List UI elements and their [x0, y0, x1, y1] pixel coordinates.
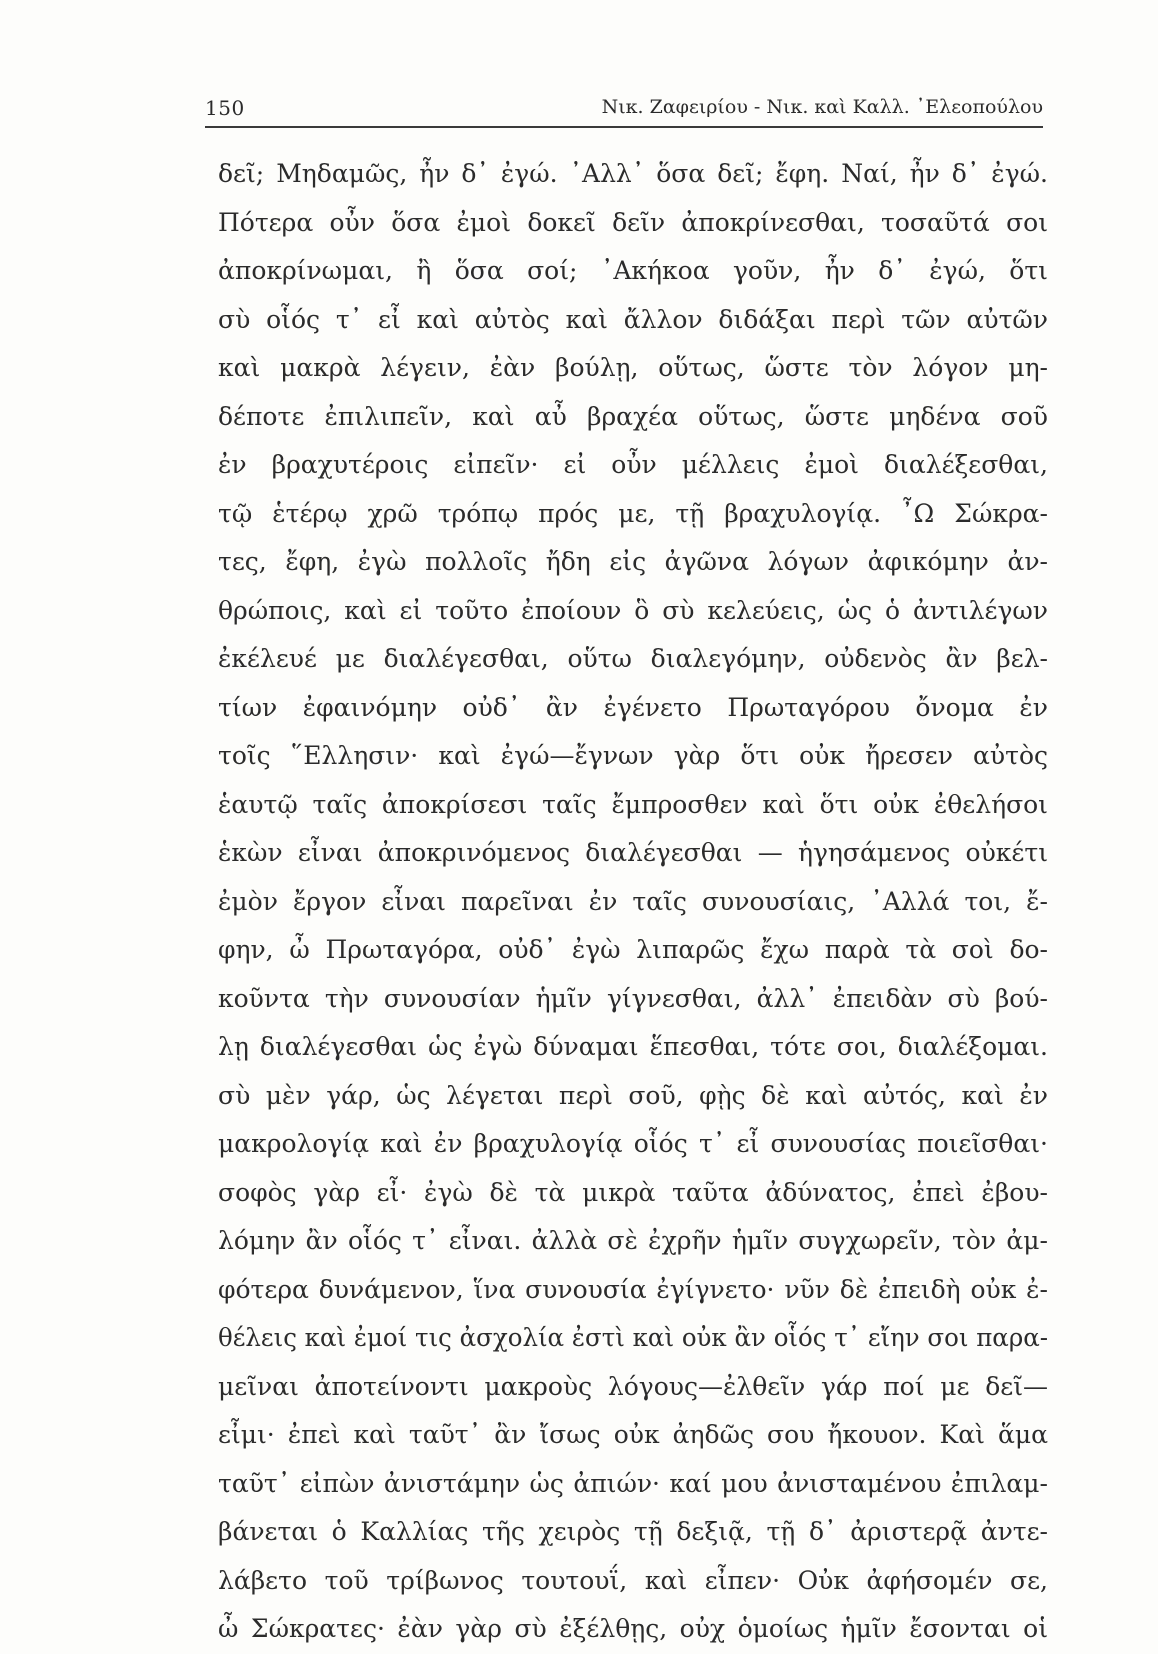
text-line: εἶμι· ἐπεὶ καὶ ταῦτ᾿ ἂν ἴσως οὐκ ἀηδῶς σου ἤκουον. Καὶ ἅμα	[218, 1420, 1048, 1449]
text-line: μακρολογίᾳ καὶ ἐν βραχυλογίᾳ οἷός τ᾿ εἶ συνουσίας ποιεῖσθαι·	[218, 1129, 1048, 1158]
page-number: 150	[205, 96, 245, 120]
text-line: ἑκὼν εἶναι ἀποκρινόμενος διαλέγεσθαι — ἡγησάμενος οὐκέτι	[218, 838, 1048, 867]
text-line: τῷ ἑτέρῳ χρῶ τρόπῳ πρός με, τῇ βραχυλογίᾳ. ῏Ω Σώκρα-	[218, 498, 1048, 528]
text-line: ἐν βραχυτέροις εἰπεῖν· εἰ οὖν μέλλεις ἐμοὶ διαλέξεσθαι,	[218, 450, 1048, 479]
text-line: θρώποις, καὶ εἰ τοῦτο ἐποίουν ὃ σὺ κελεύεις, ὡς ὁ ἀντιλέγων	[218, 595, 1048, 625]
text-line: κοῦντα τὴν συνουσίαν ἡμῖν γίγνεσθαι, ἀλλ᾿ ἐπειδὰν σὺ βού-	[218, 983, 1048, 1013]
text-line: Πότερα οὖν ὅσα ἐμοὶ δοκεῖ δεῖν ἀποκρίνεσθαι, τοσαῦτά σοι	[218, 207, 1048, 237]
text-line: φότερα δυνάμενον, ἵνα συνουσία ἐγίγνετο· νῦν δὲ ἐπειδὴ οὐκ ἐ-	[218, 1274, 1048, 1304]
text-line: ἐμὸν ἔργον εἶναι παρεῖναι ἐν ταῖς συνουσίαις, ᾿Αλλά τοι, ἔ-	[218, 886, 1048, 916]
text-line: σὺ μὲν γάρ, ὡς λέγεται περὶ σοῦ, φῂς δὲ καὶ αὐτός, καὶ ἐν	[218, 1080, 1048, 1110]
text-line: τίων ἐφαινόμην οὐδ᾿ ἂν ἐγένετο Πρωταγόρου ὄνομα ἐν	[218, 692, 1048, 722]
running-head	[205, 92, 1043, 128]
text-line: ὦ Σώκρατες· ἐὰν γὰρ σὺ ἐξέλθῃς, οὐχ ὁμοίως ἡμῖν ἔσονται οἱ	[218, 1614, 1048, 1643]
text-line: ἐκέλευέ με διαλέγεσθαι, οὕτω διαλεγόμην, οὐδενὸς ἂν βελ-	[218, 644, 1048, 673]
text-line: σὺ οἷός τ᾿ εἶ καὶ αὐτὸς καὶ ἄλλον διδάξαι περὶ τῶν αὐτῶν	[218, 304, 1048, 334]
text-line: δεῖ; Μηδαμῶς, ἦν δ᾿ ἐγώ. ᾿Αλλ᾿ ὅσα δεῖ; ἔφη. Ναί, ἦν δ᾿ ἐγώ.	[218, 159, 1048, 188]
running-title: Νικ. Ζαφειρίου - Νικ. καὶ Καλλ. ᾿Ελεοπούλου	[601, 96, 1043, 118]
text-line: ταῦτ᾿ εἰπὼν ἀνιστάμην ὡς ἀπιών· καί μου ἀνισταμένου ἐπιλαμ-	[218, 1468, 1048, 1498]
text-line: μεῖναι ἀποτείνοντι μακροὺς λόγους—ἐλθεῖν γάρ ποί με δεῖ—	[218, 1371, 1048, 1401]
text-line: ἀποκρίνωμαι, ἢ ὅσα σοί; ᾿Ακήκοα γοῦν, ἦν δ᾿ ἐγώ, ὅτι	[218, 256, 1048, 285]
text-line: θέλεις καὶ ἐμοί τις ἀσχολία ἐστὶ καὶ οὐκ ἂν οἷός τ᾿ εἴην σοι παρα-	[218, 1323, 1049, 1352]
text-line: ἑαυτῷ ταῖς ἀποκρίσεσι ταῖς ἔμπροσθεν καὶ ὅτι οὐκ ἐθελήσοι	[218, 789, 1048, 819]
text-line: βάνεται ὁ Καλλίας τῆς χειρὸς τῇ δεξιᾷ, τῇ δ᾿ ἀριστερᾷ ἀντε-	[218, 1517, 1048, 1546]
text-line: λόμην ἂν οἷός τ᾿ εἶναι. ἀλλὰ σὲ ἐχρῆν ἡμῖν συγχωρεῖν, τὸν ἀμ-	[218, 1226, 1048, 1255]
text-line: τες, ἔφη, ἐγὼ πολλοῖς ἤδη εἰς ἀγῶνα λόγων ἀφικόμην ἀν-	[218, 547, 1048, 576]
text-line: λάβετο τοῦ τρίβωνος τουτουΐ, καὶ εἶπεν· Οὐκ ἀφήσομέν σε,	[218, 1565, 1048, 1595]
text-line: λῃ διαλέγεσθαι ὡς ἐγὼ δύναμαι ἕπεσθαι, τότε σοι, διαλέξομαι.	[218, 1032, 1048, 1061]
body-text	[218, 150, 1048, 1654]
text-line: δέποτε ἐπιλιπεῖν, καὶ αὖ βραχέα οὕτως, ὥστε μηδένα σοῦ	[218, 401, 1048, 431]
text-line: καὶ μακρὰ λέγειν, ἐὰν βούλῃ, οὕτως, ὥστε τὸν λόγον μη-	[218, 353, 1048, 382]
text-line: φην, ὦ Πρωταγόρα, οὐδ᾿ ἐγὼ λιπαρῶς ἔχω παρὰ τὰ σοὶ δο-	[218, 935, 1048, 964]
text-line: σοφὸς γὰρ εἶ· ἐγὼ δὲ τὰ μικρὰ ταῦτα ἀδύνατος, ἐπεὶ ἐβου-	[218, 1177, 1048, 1207]
text-line: τοῖς ῞Ελλησιν· καὶ ἐγώ—ἔγνων γὰρ ὅτι οὐκ ἤρεσεν αὐτὸς	[218, 741, 1048, 770]
